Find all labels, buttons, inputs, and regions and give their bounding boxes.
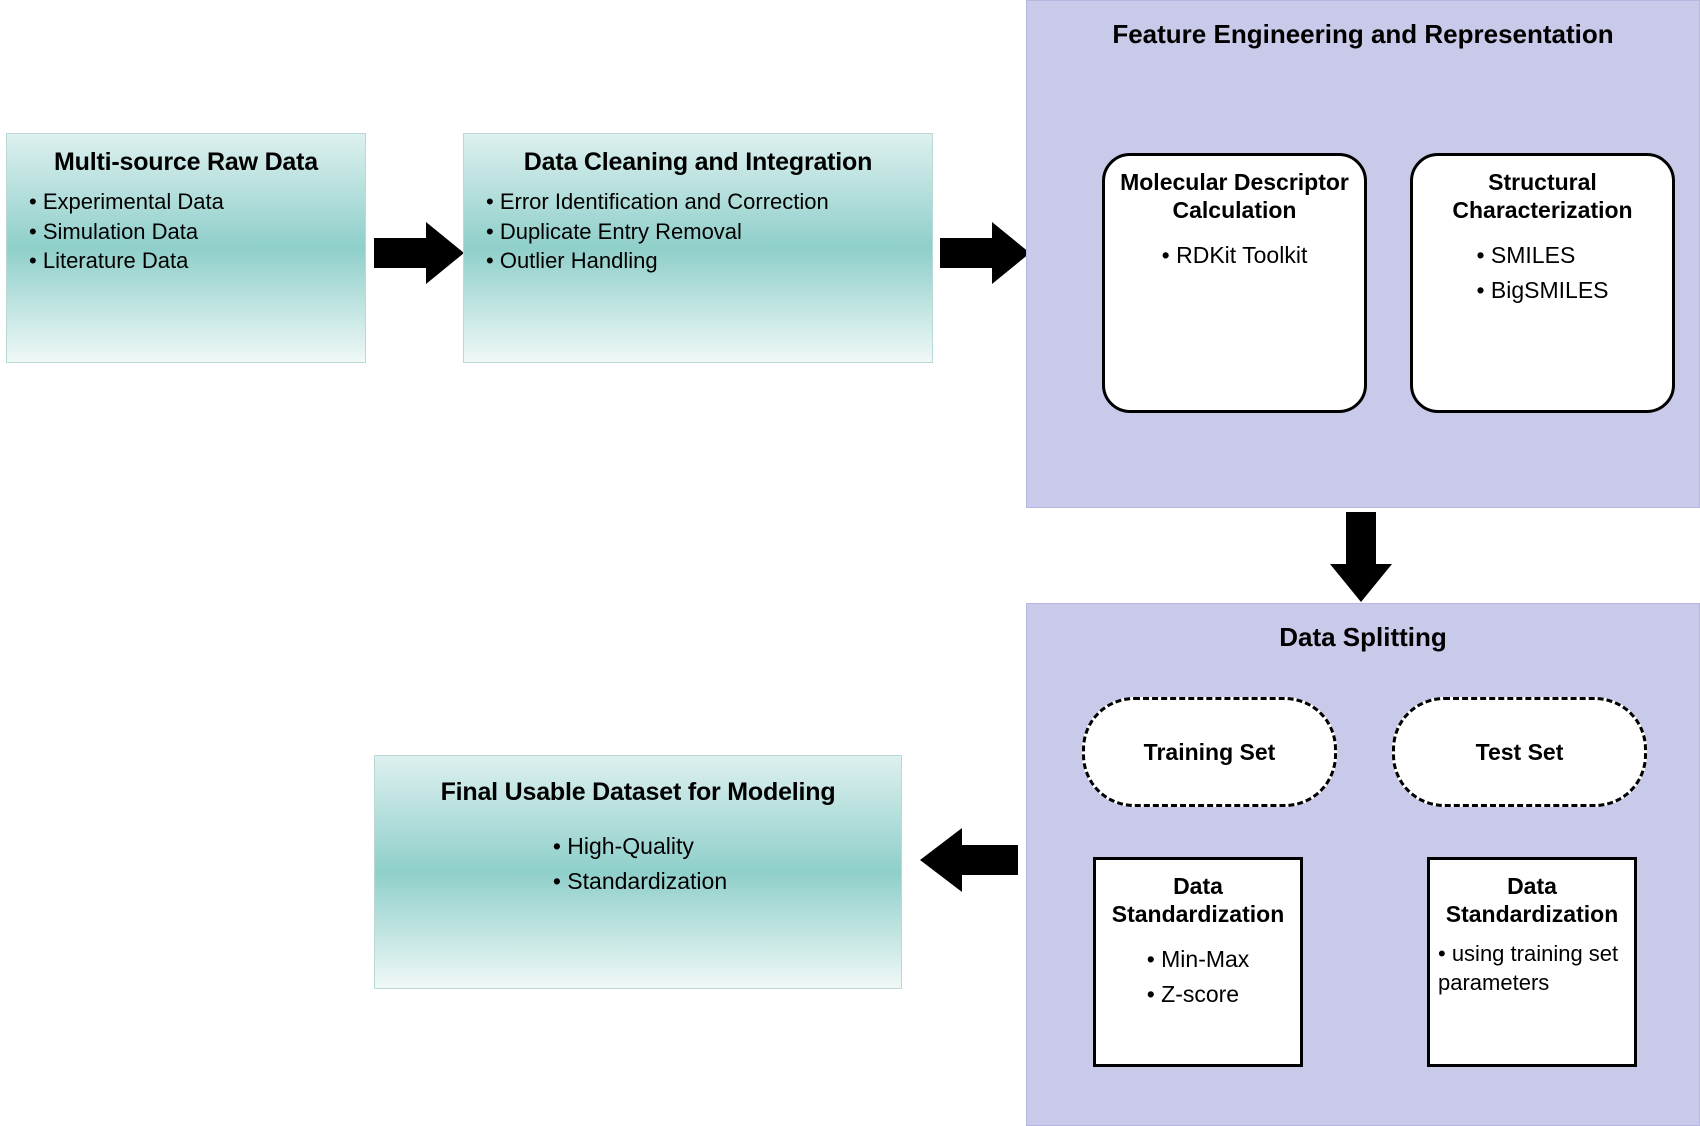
node-title: Data Cleaning and Integration: [523, 148, 873, 176]
node-data-cleaning-integration: [463, 133, 933, 363]
list-item: • RDKit Toolkit: [1162, 238, 1308, 273]
node-item-list: [25, 187, 347, 276]
node-multi-source-raw-data: [6, 133, 366, 363]
arrow-splitting-to-final: [920, 828, 1018, 892]
list-item: • Duplicate Entry Removal: [482, 217, 914, 247]
list-item: • SMILES: [1476, 238, 1608, 273]
card-molecular-descriptor-calculation: [1102, 153, 1367, 413]
node-title: Final Usable Dataset for Modeling: [440, 778, 836, 806]
arrow-features-to-splitting: [1330, 512, 1392, 602]
card-data-standardization-training: [1093, 857, 1303, 1067]
list-item: • Experimental Data: [25, 187, 347, 217]
panel-feature-engineering: [1026, 0, 1700, 508]
list-item: • Error Identification and Correction: [482, 187, 914, 217]
node-final-usable-dataset: [374, 755, 902, 989]
list-item: • Standardization: [549, 864, 727, 899]
panel-data-splitting: [1026, 603, 1700, 1126]
list-item: • Literature Data: [25, 246, 347, 276]
card-title: Structural Characterization: [1452, 169, 1633, 224]
list-item: • Simulation Data: [25, 217, 347, 247]
list-item: • High-Quality: [549, 829, 727, 864]
card-title: Test Set: [1475, 738, 1564, 765]
panel-title: Feature Engineering and Representation: [1112, 19, 1614, 49]
list-item: • BigSMILES: [1476, 273, 1608, 308]
arrow-cleaning-to-features: [940, 222, 1030, 284]
arrow-raw-to-cleaning: [374, 222, 464, 284]
list-item: • Min-Max: [1147, 942, 1250, 977]
node-item-list: [482, 187, 914, 276]
node-title: Multi-source Raw Data: [54, 148, 318, 176]
card-training-set: [1082, 697, 1337, 807]
node-item-list: [549, 829, 727, 898]
card-structural-characterization: [1410, 153, 1675, 413]
card-note: • using training set parameters: [1438, 941, 1619, 995]
card-data-standardization-test: [1427, 857, 1637, 1067]
card-title: Molecular Descriptor Calculation: [1120, 169, 1349, 224]
list-item: • Z-score: [1147, 977, 1250, 1012]
card-item-list: [1147, 942, 1250, 1011]
card-item-list: [1476, 238, 1608, 307]
list-item: • Outlier Handling: [482, 246, 914, 276]
card-title: Data Standardization: [1111, 873, 1285, 928]
card-item-list: [1162, 238, 1308, 273]
card-title: Training Set: [1143, 738, 1276, 765]
card-title: Data Standardization: [1445, 873, 1619, 928]
panel-title: Data Splitting: [1279, 622, 1447, 652]
card-test-set: [1392, 697, 1647, 807]
